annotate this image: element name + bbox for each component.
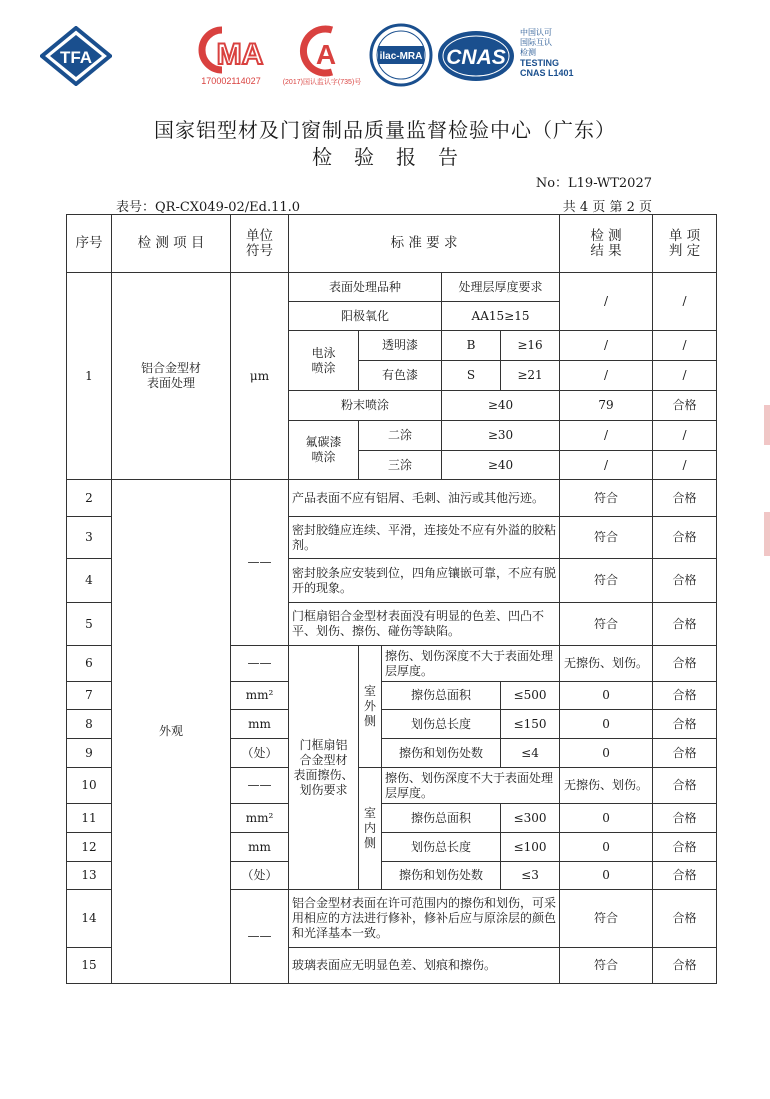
fluorocarbon-label: [289, 421, 359, 480]
measure-name: 擦伤总面积: [382, 682, 501, 710]
svg-text:170002114027: 170002114027: [201, 76, 261, 86]
judge-cell: /: [653, 361, 717, 391]
unit-cell: ——: [231, 480, 289, 646]
row-seq: 9: [67, 739, 112, 768]
requirement-cell: ≥21: [501, 361, 560, 391]
label-line: 喷涂: [311, 450, 336, 464]
requirement-text: 密封胶缝应连续、平滑，连接处不应有外溢的胶粘剂。: [289, 517, 560, 559]
row-seq: 10: [67, 768, 112, 804]
unit-cell: （处）: [231, 739, 289, 768]
electrophoresis-label: [289, 331, 359, 391]
item-line: 表面处理: [146, 376, 195, 390]
judge-cell: 合格: [653, 833, 717, 862]
row-seq: 7: [67, 682, 112, 710]
row-seq: 14: [67, 890, 112, 948]
row-seq: 4: [67, 559, 112, 603]
judge-cell: 合格: [653, 603, 717, 646]
unit-cell: mm: [231, 710, 289, 739]
requirement-text: 擦伤、划伤深度不大于表面处理层厚度。: [382, 768, 560, 804]
row-seq: 15: [67, 948, 112, 984]
header-seq: 序号: [67, 215, 112, 273]
header-unit-line: 单位: [246, 227, 273, 244]
measure-name: 擦伤和划伤处数: [382, 862, 501, 890]
judge-cell: 合格: [653, 862, 717, 890]
side-char: 室: [363, 684, 376, 698]
cnas-caption-line: 检测: [520, 48, 536, 57]
thickness-header: 处理层厚度要求: [442, 273, 560, 302]
result-cell: 0: [560, 833, 653, 862]
surface-type-header: 表面处理品种: [289, 273, 442, 302]
result-cell: 无擦伤、划伤。: [560, 768, 653, 804]
judge-cell: 合格: [653, 739, 717, 768]
judge-cell: 合格: [653, 804, 717, 833]
judge-cell: 合格: [653, 480, 717, 517]
group-line: 门框扇铝: [299, 737, 348, 752]
judge-cell: 合格: [653, 646, 717, 682]
cnas-caption: [520, 28, 574, 78]
form-number: 表号：QR-CX049-02/Ed.11.0: [116, 200, 301, 215]
outer-side-label: [359, 646, 382, 768]
tfa-logo: [40, 26, 112, 86]
unit-cell: mm: [231, 833, 289, 862]
result-cell: 0: [560, 710, 653, 739]
group-line: 表面擦伤、: [293, 767, 354, 782]
anodizing-requirement: AA15≥15: [442, 302, 560, 331]
item-line: 铝合金型材: [140, 361, 201, 375]
result-cell: 符合: [560, 948, 653, 984]
header-requirement: 标 准 要 求: [289, 215, 560, 273]
cnas-testing: TESTING: [520, 58, 560, 68]
side-char: 外: [363, 699, 376, 713]
result-cell: 0: [560, 739, 653, 768]
unit-cell: ——: [231, 890, 289, 984]
svg-text:MA: MA: [216, 38, 264, 71]
svg-text:ilac-MRA: ilac-MRA: [379, 51, 423, 62]
result-cell: /: [560, 421, 653, 451]
row-seq: 3: [67, 517, 112, 559]
requirement-text: 门框扇铝合金型材表面没有明显的色差、凹凸不平、划伤、擦伤、碰伤等缺陷。: [289, 603, 560, 646]
side-char: 室: [363, 806, 376, 820]
result-cell: /: [560, 361, 653, 391]
row-seq: 13: [67, 862, 112, 890]
header-judge-line: 判 定: [668, 242, 701, 259]
transparent-paint-label: 透明漆: [359, 331, 442, 361]
row-seq: 11: [67, 804, 112, 833]
judge-cell: 合格: [653, 517, 717, 559]
cal-logo: [280, 24, 364, 88]
cnas-logo: [436, 28, 516, 84]
cnas-caption-line: 国际互认: [520, 38, 552, 47]
requirement-text: 擦伤、划伤深度不大于表面处理层厚度。: [382, 646, 560, 682]
requirement-text: 铝合金型材表面在许可范围内的擦伤和划伤，可采用相应的方法进行修补，修补后应与原涂层的颜色和光泽基本一致。: [289, 890, 560, 948]
judge-cell: 合格: [653, 710, 717, 739]
cnas-number: CNAS L1401: [520, 68, 574, 78]
judge-cell: /: [653, 331, 717, 361]
result-cell: 79: [560, 391, 653, 421]
result-cell: 无擦伤、划伤。: [560, 646, 653, 682]
page-info: 共 4 页 第 2 页: [562, 200, 652, 215]
header-judge-line: 单 项: [668, 227, 701, 244]
limit-cell: ≤100: [501, 833, 560, 862]
svg-text:TFA: TFA: [59, 48, 93, 67]
result-cell: 符合: [560, 603, 653, 646]
limit-cell: ≤300: [501, 804, 560, 833]
cnas-caption-line: 中国认可: [520, 28, 552, 37]
limit-cell: ≤3: [501, 862, 560, 890]
report-number: No：L19-WT2027: [535, 176, 652, 191]
requirement-cell: ≥16: [501, 331, 560, 361]
item-appearance: 外观: [112, 480, 231, 984]
label-line: 喷涂: [311, 360, 336, 375]
report-subtitle: 检验报告: [312, 145, 480, 169]
limit-cell: ≤150: [501, 710, 560, 739]
row-seq: 2: [67, 480, 112, 517]
scratch-requirement-group: [289, 646, 359, 890]
label-line: 电泳: [311, 345, 336, 360]
result-cell: 符合: [560, 480, 653, 517]
judge-cell: 合格: [653, 768, 717, 804]
colored-paint-label: 有色漆: [359, 361, 442, 391]
result-cell: 符合: [560, 559, 653, 603]
seal-edge-mark: [764, 512, 770, 556]
svg-text:CNAS: CNAS: [446, 46, 506, 69]
certification-logos: [0, 22, 770, 92]
row-seq: 12: [67, 833, 112, 862]
powder-coating-label: 粉末喷涂: [289, 391, 442, 421]
side-char: 侧: [363, 714, 376, 728]
table-header-row: [67, 215, 717, 273]
svg-text:(2017)国认监认字(735)号: (2017)国认监认字(735)号: [282, 79, 362, 86]
judge-cell: 合格: [653, 682, 717, 710]
cma-logo: [186, 24, 276, 88]
measure-name: 划伤总长度: [382, 833, 501, 862]
row-seq: 6: [67, 646, 112, 682]
header-judge: [653, 215, 717, 273]
result-cell: 符合: [560, 890, 653, 948]
unit-cell: mm²: [231, 682, 289, 710]
item-surface-treatment: [112, 273, 231, 480]
judge-cell: /: [653, 273, 717, 331]
svg-text:A: A: [315, 39, 337, 70]
inner-side-label: [359, 768, 382, 890]
two-coat-label: 二涂: [359, 421, 442, 451]
header-result-line: 结 果: [590, 242, 622, 259]
row-seq: 1: [67, 273, 112, 480]
powder-requirement: ≥40: [442, 391, 560, 421]
three-coat-label: 三涂: [359, 451, 442, 480]
seal-edge-mark: [764, 405, 770, 445]
row-seq: 5: [67, 603, 112, 646]
requirement-text: 玻璃表面应无明显色差、划痕和擦伤。: [289, 948, 560, 984]
result-cell: /: [560, 451, 653, 480]
result-cell: /: [560, 273, 653, 331]
unit-cell: μm: [231, 273, 289, 480]
table-row: [67, 480, 717, 517]
result-cell: 符合: [560, 517, 653, 559]
result-cell: 0: [560, 682, 653, 710]
table-row: [67, 273, 717, 302]
result-cell: 0: [560, 804, 653, 833]
judge-cell: 合格: [653, 890, 717, 948]
judge-cell: 合格: [653, 948, 717, 984]
grade-cell: S: [442, 361, 501, 391]
measure-name: 擦伤总面积: [382, 804, 501, 833]
requirement-cell: ≥40: [442, 451, 560, 480]
unit-cell: ——: [231, 768, 289, 804]
result-cell: /: [560, 331, 653, 361]
label-line: 氟碳漆: [305, 435, 342, 449]
header-unit-line: 符号: [246, 242, 273, 259]
side-char: 内: [363, 821, 376, 835]
requirement-text: 产品表面不应有铝屑、毛刺、油污或其他污迹。: [289, 480, 560, 517]
limit-cell: ≤500: [501, 682, 560, 710]
judge-cell: /: [653, 421, 717, 451]
report-title: 国家铝型材及门窗制品质量监督检验中心（广东）: [154, 118, 616, 142]
unit-cell: mm²: [231, 804, 289, 833]
group-line: 划伤要求: [299, 782, 348, 797]
result-cell: 0: [560, 862, 653, 890]
judge-cell: 合格: [653, 391, 717, 421]
unit-cell: ——: [231, 646, 289, 682]
header-result: [560, 215, 653, 273]
anodizing-label: 阳极氧化: [289, 302, 442, 331]
grade-cell: B: [442, 331, 501, 361]
header-item: 检 测 项 目: [112, 215, 231, 273]
requirement-cell: ≥30: [442, 421, 560, 451]
inspection-table: [66, 214, 717, 984]
header-result-line: 检 测: [590, 227, 622, 244]
measure-name: 划伤总长度: [382, 710, 501, 739]
limit-cell: ≤4: [501, 739, 560, 768]
row-seq: 8: [67, 710, 112, 739]
requirement-text: 密封胶条应安装到位，四角应镶嵌可靠，不应有脱开的现象。: [289, 559, 560, 603]
header-unit: [231, 215, 289, 273]
side-char: 侧: [363, 836, 376, 850]
group-line: 合金型材: [299, 752, 348, 767]
judge-cell: /: [653, 451, 717, 480]
judge-cell: 合格: [653, 559, 717, 603]
measure-name: 擦伤和划伤处数: [382, 739, 501, 768]
ilac-mra-logo: [368, 22, 434, 88]
unit-cell: （处）: [231, 862, 289, 890]
